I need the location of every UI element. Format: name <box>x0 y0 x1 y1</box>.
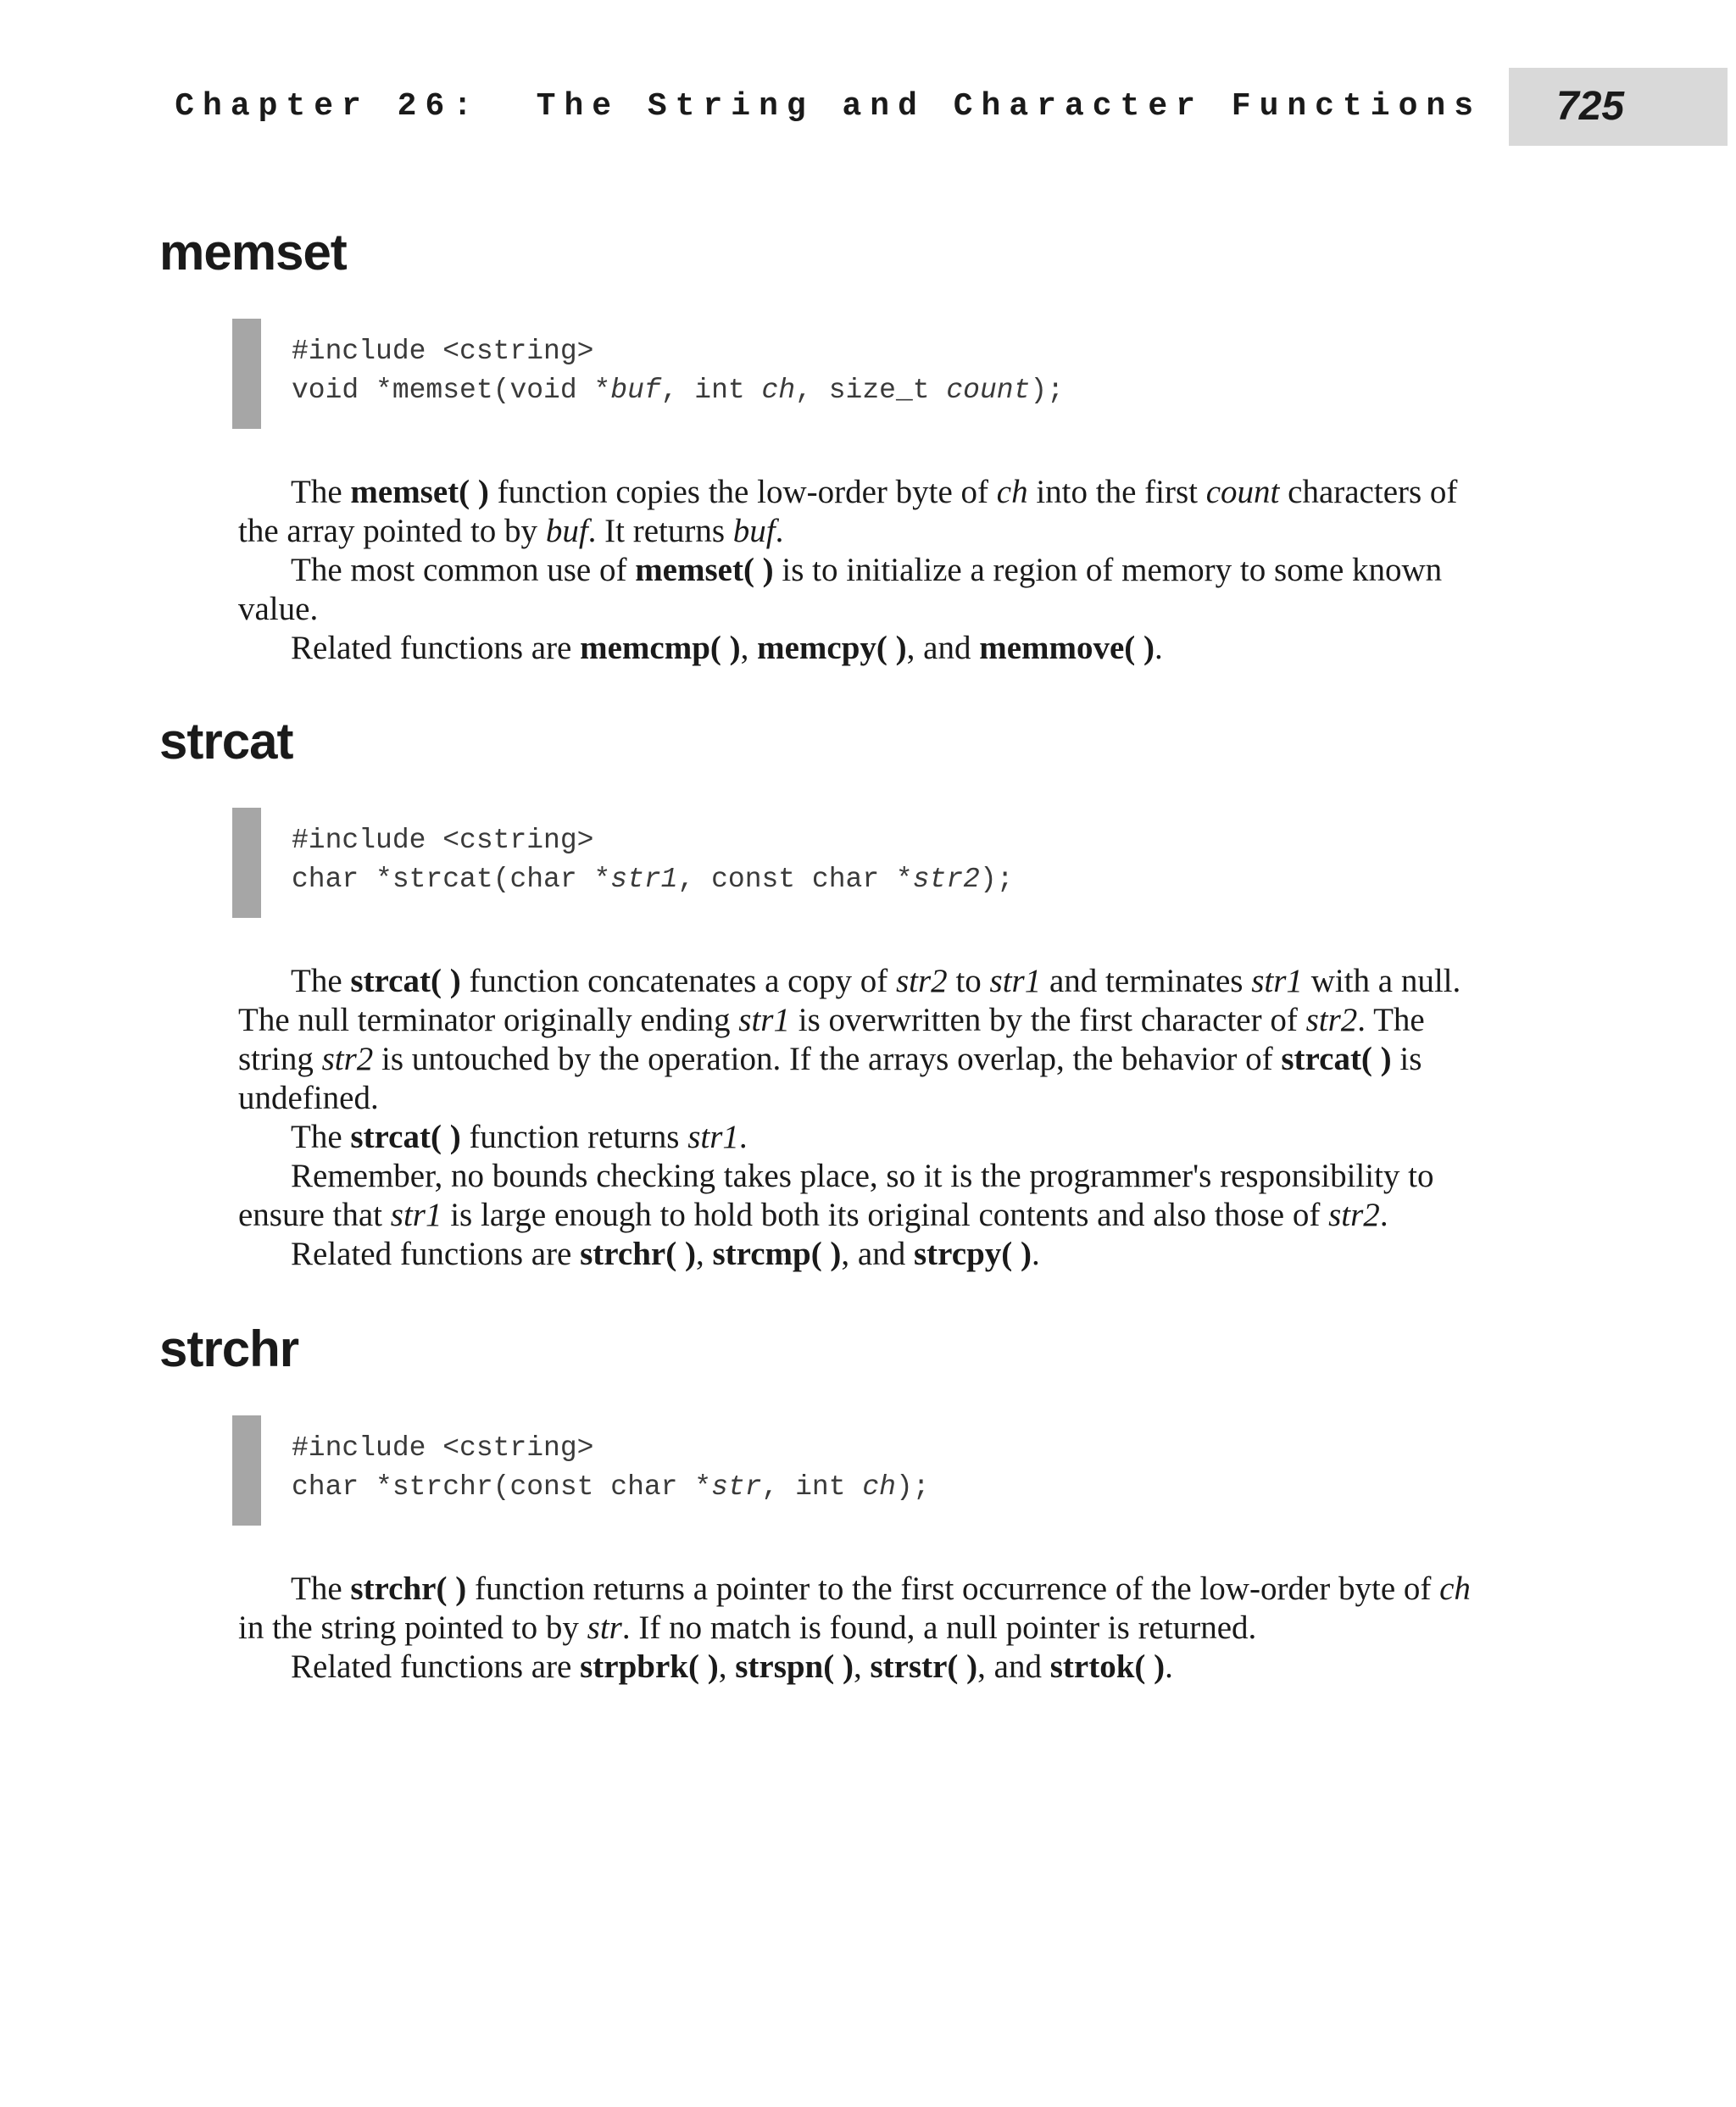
page-number: 725 <box>1556 84 1625 129</box>
parameter-name: str1 <box>989 963 1042 999</box>
code-parameter: str2 <box>912 864 980 895</box>
paragraph <box>238 1570 1501 1648</box>
text-run: Related functions are <box>291 1648 581 1685</box>
text-run: . The string <box>238 1002 1425 1077</box>
code-text: char *strchr(const char * <box>292 1471 712 1503</box>
code-include-line: #include <cstring> <box>292 825 594 856</box>
code-parameter: count <box>946 375 1031 406</box>
text-run: and terminates <box>1041 963 1252 999</box>
parameter-name: ch <box>1439 1571 1471 1607</box>
text-run: The <box>291 963 351 999</box>
code-text: char *strcat(char * <box>292 864 611 895</box>
function-name: memcpy( ) <box>757 630 907 666</box>
code-prototype-line <box>292 864 1014 895</box>
text-run: The most common use of <box>291 552 636 588</box>
text-run: The <box>291 1119 351 1155</box>
function-name: strchr( ) <box>580 1236 696 1272</box>
text-run: to <box>947 963 990 999</box>
description-paragraphs <box>238 1570 1501 1687</box>
paragraph <box>238 1157 1501 1235</box>
text-run: , and <box>841 1236 914 1272</box>
function-name: strpbrk( ) <box>580 1648 719 1685</box>
text-run: . If no match is found, a null pointer is returned. <box>621 1609 1257 1646</box>
text-run: is to initialize a region of memory to some known value. <box>238 552 1443 627</box>
parameter-name: str1 <box>390 1197 442 1233</box>
code-include-line: #include <cstring> <box>292 1432 594 1464</box>
text-run: Remember, no bounds checking takes place, so it is the programmer's responsibility to ensure that <box>238 1158 1434 1233</box>
section-heading: strcat <box>159 713 293 770</box>
parameter-name: str <box>587 1609 622 1646</box>
text-run: . <box>775 513 784 549</box>
code-parameter: ch <box>761 375 796 406</box>
text-run: . <box>738 1119 748 1155</box>
code-text: , int <box>761 1471 863 1503</box>
function-name: strspn( ) <box>735 1648 854 1685</box>
text-run: . <box>1165 1648 1173 1685</box>
code-margin-bar <box>232 319 261 429</box>
parameter-name: str1 <box>738 1002 790 1038</box>
parameter-name: ch <box>996 474 1028 510</box>
text-run: . <box>1379 1197 1388 1233</box>
description-paragraphs <box>238 473 1501 668</box>
text-run: . <box>1155 630 1163 666</box>
parameter-name: str2 <box>1305 1002 1358 1038</box>
parameter-name: buf <box>732 513 776 549</box>
function-name: strcpy( ) <box>913 1236 1032 1272</box>
function-name: memset( ) <box>350 474 489 510</box>
parameter-name: buf <box>545 513 588 549</box>
code-parameter: str1 <box>610 864 678 895</box>
section-heading: memset <box>159 224 347 281</box>
function-name: strstr( ) <box>870 1648 978 1685</box>
code-prototype-line <box>292 375 1064 406</box>
code-prototype-line <box>292 1471 930 1503</box>
code-parameter: str <box>711 1471 762 1503</box>
text-run: , and <box>906 630 980 666</box>
parameter-name: str1 <box>687 1119 739 1155</box>
code-margin-bar <box>232 1415 261 1526</box>
paragraph <box>238 1118 1501 1157</box>
function-name: memmove( ) <box>979 630 1155 666</box>
code-text: ); <box>979 864 1014 895</box>
text-run: , <box>740 630 758 666</box>
code-margin-bar <box>232 808 261 918</box>
function-name: strtok( ) <box>1049 1648 1166 1685</box>
text-run: function returns <box>460 1119 688 1155</box>
code-parameter: buf <box>610 375 661 406</box>
function-name: memset( ) <box>635 552 774 588</box>
code-text: , const char * <box>677 864 913 895</box>
code-text: ); <box>895 1471 930 1503</box>
parameter-name: str1 <box>1251 963 1303 999</box>
text-run: . It returns <box>587 513 733 549</box>
function-name: strcat( ) <box>1281 1041 1392 1077</box>
text-run: is undefined. <box>238 1041 1422 1116</box>
text-run: The <box>291 1571 351 1607</box>
text-run: characters of the array pointed to by <box>238 474 1458 549</box>
text-run: , <box>695 1236 713 1272</box>
text-run: is untouched by the operation. If the arrays overlap, the behavior of <box>373 1041 1282 1077</box>
text-run: is large enough to hold both its original contents and also those of <box>442 1197 1329 1233</box>
text-run: into the first <box>1027 474 1206 510</box>
paragraph <box>238 629 1501 668</box>
paragraph <box>238 962 1501 1118</box>
code-block <box>232 1415 1504 1526</box>
code-text: ); <box>1030 375 1064 406</box>
paragraph <box>238 1648 1501 1687</box>
text-run: Related functions are <box>291 1236 581 1272</box>
parameter-name: str2 <box>1328 1197 1380 1233</box>
function-name: strcmp( ) <box>712 1236 842 1272</box>
running-header-title: Chapter 26: The String and Character Functions <box>175 88 1482 125</box>
parameter-name: str2 <box>895 963 948 999</box>
code-block <box>232 808 1504 918</box>
text-run: Related functions are <box>291 630 581 666</box>
text-run: function returns a pointer to the first occurrence of the low-order byte of <box>466 1571 1440 1607</box>
function-name: strchr( ) <box>350 1571 467 1607</box>
code-text: , int <box>660 375 762 406</box>
description-paragraphs <box>238 962 1501 1274</box>
parameter-name: count <box>1205 474 1280 510</box>
text-run: , <box>718 1648 736 1685</box>
text-run: The <box>291 474 351 510</box>
text-run: is overwritten by the first character of <box>789 1002 1306 1038</box>
code-include-line: #include <cstring> <box>292 336 594 367</box>
text-run: function concatenates a copy of <box>460 963 896 999</box>
code-parameter: ch <box>862 1471 896 1503</box>
code-block <box>232 319 1504 429</box>
text-run: with a null. The null terminator originally ending <box>238 963 1461 1038</box>
text-run: function copies the low-order byte of <box>488 474 997 510</box>
function-name: memcmp( ) <box>580 630 741 666</box>
paragraph <box>238 1235 1501 1274</box>
text-run: , and <box>977 1648 1050 1685</box>
text-run: , <box>853 1648 871 1685</box>
section-heading: strchr <box>159 1320 299 1377</box>
code-text: , size_t <box>795 375 947 406</box>
paragraph <box>238 473 1501 551</box>
code-text: void *memset(void * <box>292 375 611 406</box>
paragraph <box>238 551 1501 629</box>
parameter-name: str2 <box>321 1041 374 1077</box>
function-name: strcat( ) <box>350 1119 461 1155</box>
text-run: in the string pointed to by <box>238 1609 587 1646</box>
text-run: . <box>1031 1236 1040 1272</box>
function-name: strcat( ) <box>350 963 461 999</box>
